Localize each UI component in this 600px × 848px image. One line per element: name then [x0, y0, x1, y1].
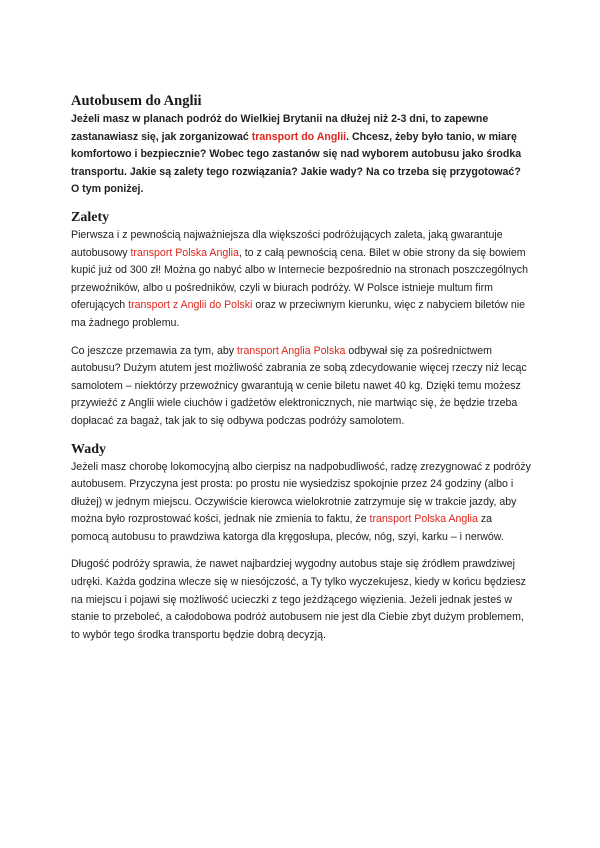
zalety-p1-text-2: , to z całą pewnością cena. Bilet w obie strony da się bowiem kupić już od 300 zł! Można go nabyć albo w Internecie bezpośrednio na stronach poszczególnych przewoźników, albo u pośredników, czyli w biurach podróży. W Polsce istnieje multum firm oferujących	[71, 246, 528, 312]
link-transport-z-anglii-do-polski[interactable]: transport z Anglii do Polski	[128, 299, 253, 312]
intro-text-2: . Chcesz, żeby było tanio, w miarę komfortowo i bezpiecznie? Wobec tego zastanów się nad wyborem autobusu jako środka transportu. Jakie są zalety tego rozwiązania? Jakie wady? Na co trzeba się przygotować? O tym poniżej.	[71, 130, 522, 196]
section-heading-zalety: Zalety	[71, 209, 110, 225]
wady-p1-text-2: za pomocą autobusu to prawdziwa katorga dla kręgosłupa, pleców, nóg, szyi, karku – i nerwów.	[71, 513, 504, 543]
zalety-p2-text-1: Co jeszcze przemawia za tym, aby	[71, 344, 238, 357]
zalety-p2-text-2: odbywał się za pośrednictwem autobusu? Dużym atutem jest możliwość zabrania ze sobą zdecydowanie więcej rzeczy niż lecąc samolotem – niektórzy przewoźnicy gwarantują w cenie biletu nawet 40 kg. Dzięki temu możesz przywieźć z Anglii wiele ciuchów i gadżetów elektronicznych, nie martwiąc się, że będzie trzeba dopłacać za bagaż, tak jak to się odbywa podczas podróży samolotem.	[71, 344, 527, 427]
document-page	[71, 92, 531, 644]
zalety-paragraph-2	[71, 343, 531, 431]
article-title: Autobusem do Anglii	[71, 93, 202, 109]
intro-paragraph	[71, 111, 531, 199]
wady-p1-text-1: Jeżeli masz chorobę lokomocyjną albo cierpisz na nadpobudliwość, radzę zrezygnować z podróży autobusem. Przyczyna jest prosta: po prostu nie wysiedzisz spokojnie przez 24 godziny (albo i dłużej) w jednym miejscu. Oczywiście kierowca wielokrotnie zatrzymuje się w trakcie jazdy, aby można było rozprostować kości, jednak nie zmienia to faktu, że	[71, 460, 531, 526]
zalety-p1-text-1: Pierwsza i z pewnością najważniejsza dla większości podróżujących zaleta, jaką gwarantuje autobusowy	[71, 228, 503, 259]
link-transport-do-anglii[interactable]: transport do Anglii	[251, 130, 347, 143]
section-heading-wady: Wady	[71, 441, 107, 457]
wady-paragraph-1	[71, 459, 531, 547]
link-transport-anglia-polska[interactable]: transport Anglia Polska	[237, 344, 346, 357]
link-transport-polska-anglia[interactable]: transport Polska Anglia	[130, 246, 239, 259]
zalety-p1-text-3: oraz w przeciwnym kierunku, więc z nabyciem biletów nie ma żadnego problemu.	[71, 299, 525, 329]
intro-text-1: Jeżeli masz w planach podróż do Wielkiej Brytanii na dłużej niż 2-3 dni, to zapewne zastanawiasz się, jak zorganizować	[71, 113, 489, 143]
zalety-paragraph-1	[71, 227, 531, 333]
wady-paragraph-2: Długość podróży sprawia, że nawet najbardziej wygodny autobus staje się źródłem prawdziwej udręki. Każda godzina wlecze się w niesójczość, a Ty tylko wyczekujesz, kiedy w końcu będziesz na miejscu i pojawi się możliwość ucieczki z tego jeżdżącego więzienia. Jeżeli jednak jesteś w stanie to przeboleć, a całodobowa podróż autobusem nie jest dla Ciebie zbyt dużym problemem, to wybór tego środka transportu będzie dobrą decyzją.	[71, 558, 526, 641]
link-transport-polska-anglia-2[interactable]: transport Polska Anglia	[369, 513, 478, 526]
